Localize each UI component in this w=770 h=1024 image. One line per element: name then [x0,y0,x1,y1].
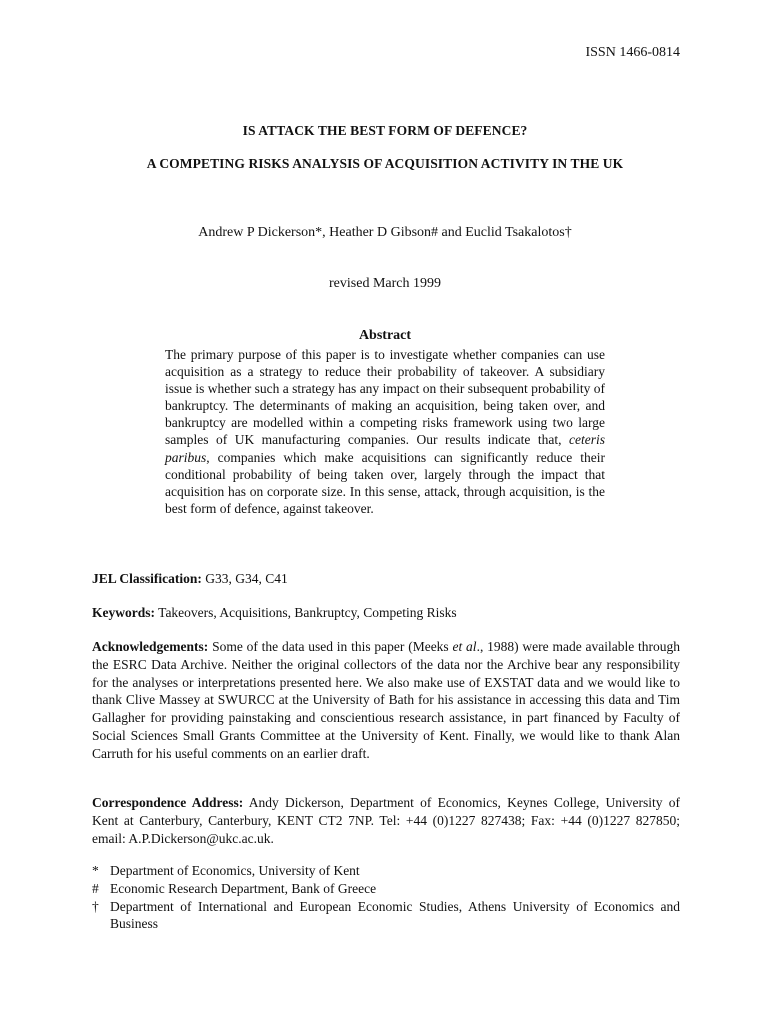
affiliation-text: Economic Research Department, Bank of Greece [110,880,377,896]
acknowledgements-italic: et al [452,639,477,654]
keywords-value: Takeovers, Acquisitions, Bankruptcy, Competing Risks [158,605,457,620]
acknowledgements-label: Acknowledgements: [92,639,209,654]
affiliation-symbol: * [92,863,99,878]
keywords [92,604,680,622]
acknowledgements-text-part2: ., 1988) were made available through the ESRC Data Archive. Neither the original collectors of the data nor the Archive bear any responsibility for the analyses or interpretations presented here. We also make use of EXSTAT data and we would like to thank Clive Massey at SWURCC at the University of Bath for his assistance in accessing this data and Tim Gallagher for providing painstaking and conscientious research assistance, in part financed by Faculty of Social Sciences Small Grants Committee at the University of Kent. Finally, we would like to thank Alan Carruth for his useful comments on an earlier draft. [92,639,681,761]
acknowledgements-text-part1: Some of the data used in this paper (Meeks [212,639,449,654]
affiliation-text: Department of Economics, University of Kent [110,863,360,878]
acknowledgements [92,638,680,763]
abstract-italic-phrase: ceteris paribus [165,432,605,465]
affiliation-symbol: # [92,880,99,896]
paper-title: IS ATTACK THE BEST FORM OF DEFENCE? [242,123,528,138]
keywords-label: Keywords: [92,605,155,620]
jel-value: G33, G34, C41 [205,571,288,586]
affiliation-notes [92,862,680,933]
abstract-text [165,346,605,517]
affiliation-symbol: † [92,898,99,914]
affiliation-note [92,898,680,934]
abstract-heading: Abstract [358,328,412,343]
correspondence-label: Correspondence Address: [92,795,244,810]
affiliation-note [92,862,680,880]
issn-number: ISSN 1466-0814 [585,45,680,60]
abstract-text-part2: , companies which make acquisitions can significantly reduce their conditional probability of being taken over, largely through the impact that acquisition has on corporate size. In this sense, attack, through acquisition, is the best form of defence, against takeover. [165,449,605,516]
correspondence-address [92,794,680,847]
paper-subtitle: A COMPETING RISKS ANALYSIS OF ACQUISITION ACTIVITY IN THE UK [146,156,624,171]
revision-date: revised March 1999 [329,276,441,291]
author-list: Andrew P Dickerson*, Heather D Gibson# and Euclid Tsakalotos† [198,225,572,240]
affiliation-text: Department of International and European Economic Studies, Athens University of Economics and Business [110,898,680,932]
abstract-text-part1: The primary purpose of this paper is to investigate whether companies can use acquisition as a strategy to reduce their probability of takeover. A subsidiary issue is whether such a strategy has any impact on their subsequent probability of bankruptcy. The determinants of making an acquisition, being taken over, and bankruptcy are modelled within a competing risks framework using two large samples of UK manufacturing companies. Our results indicate that, [165,347,605,448]
jel-classification [92,570,680,588]
correspondence-text: Andy Dickerson, Department of Economics, Keynes College, University of Kent at Canterbury, Canterbury, KENT CT2 7NP. Tel: +44 (0)1227 827438; Fax: +44 (0)1227 827850; email: A.P.Dickerson@ukc.ac.uk. [92,795,680,846]
jel-label: JEL Classification: [92,571,202,586]
affiliation-note [92,880,680,898]
